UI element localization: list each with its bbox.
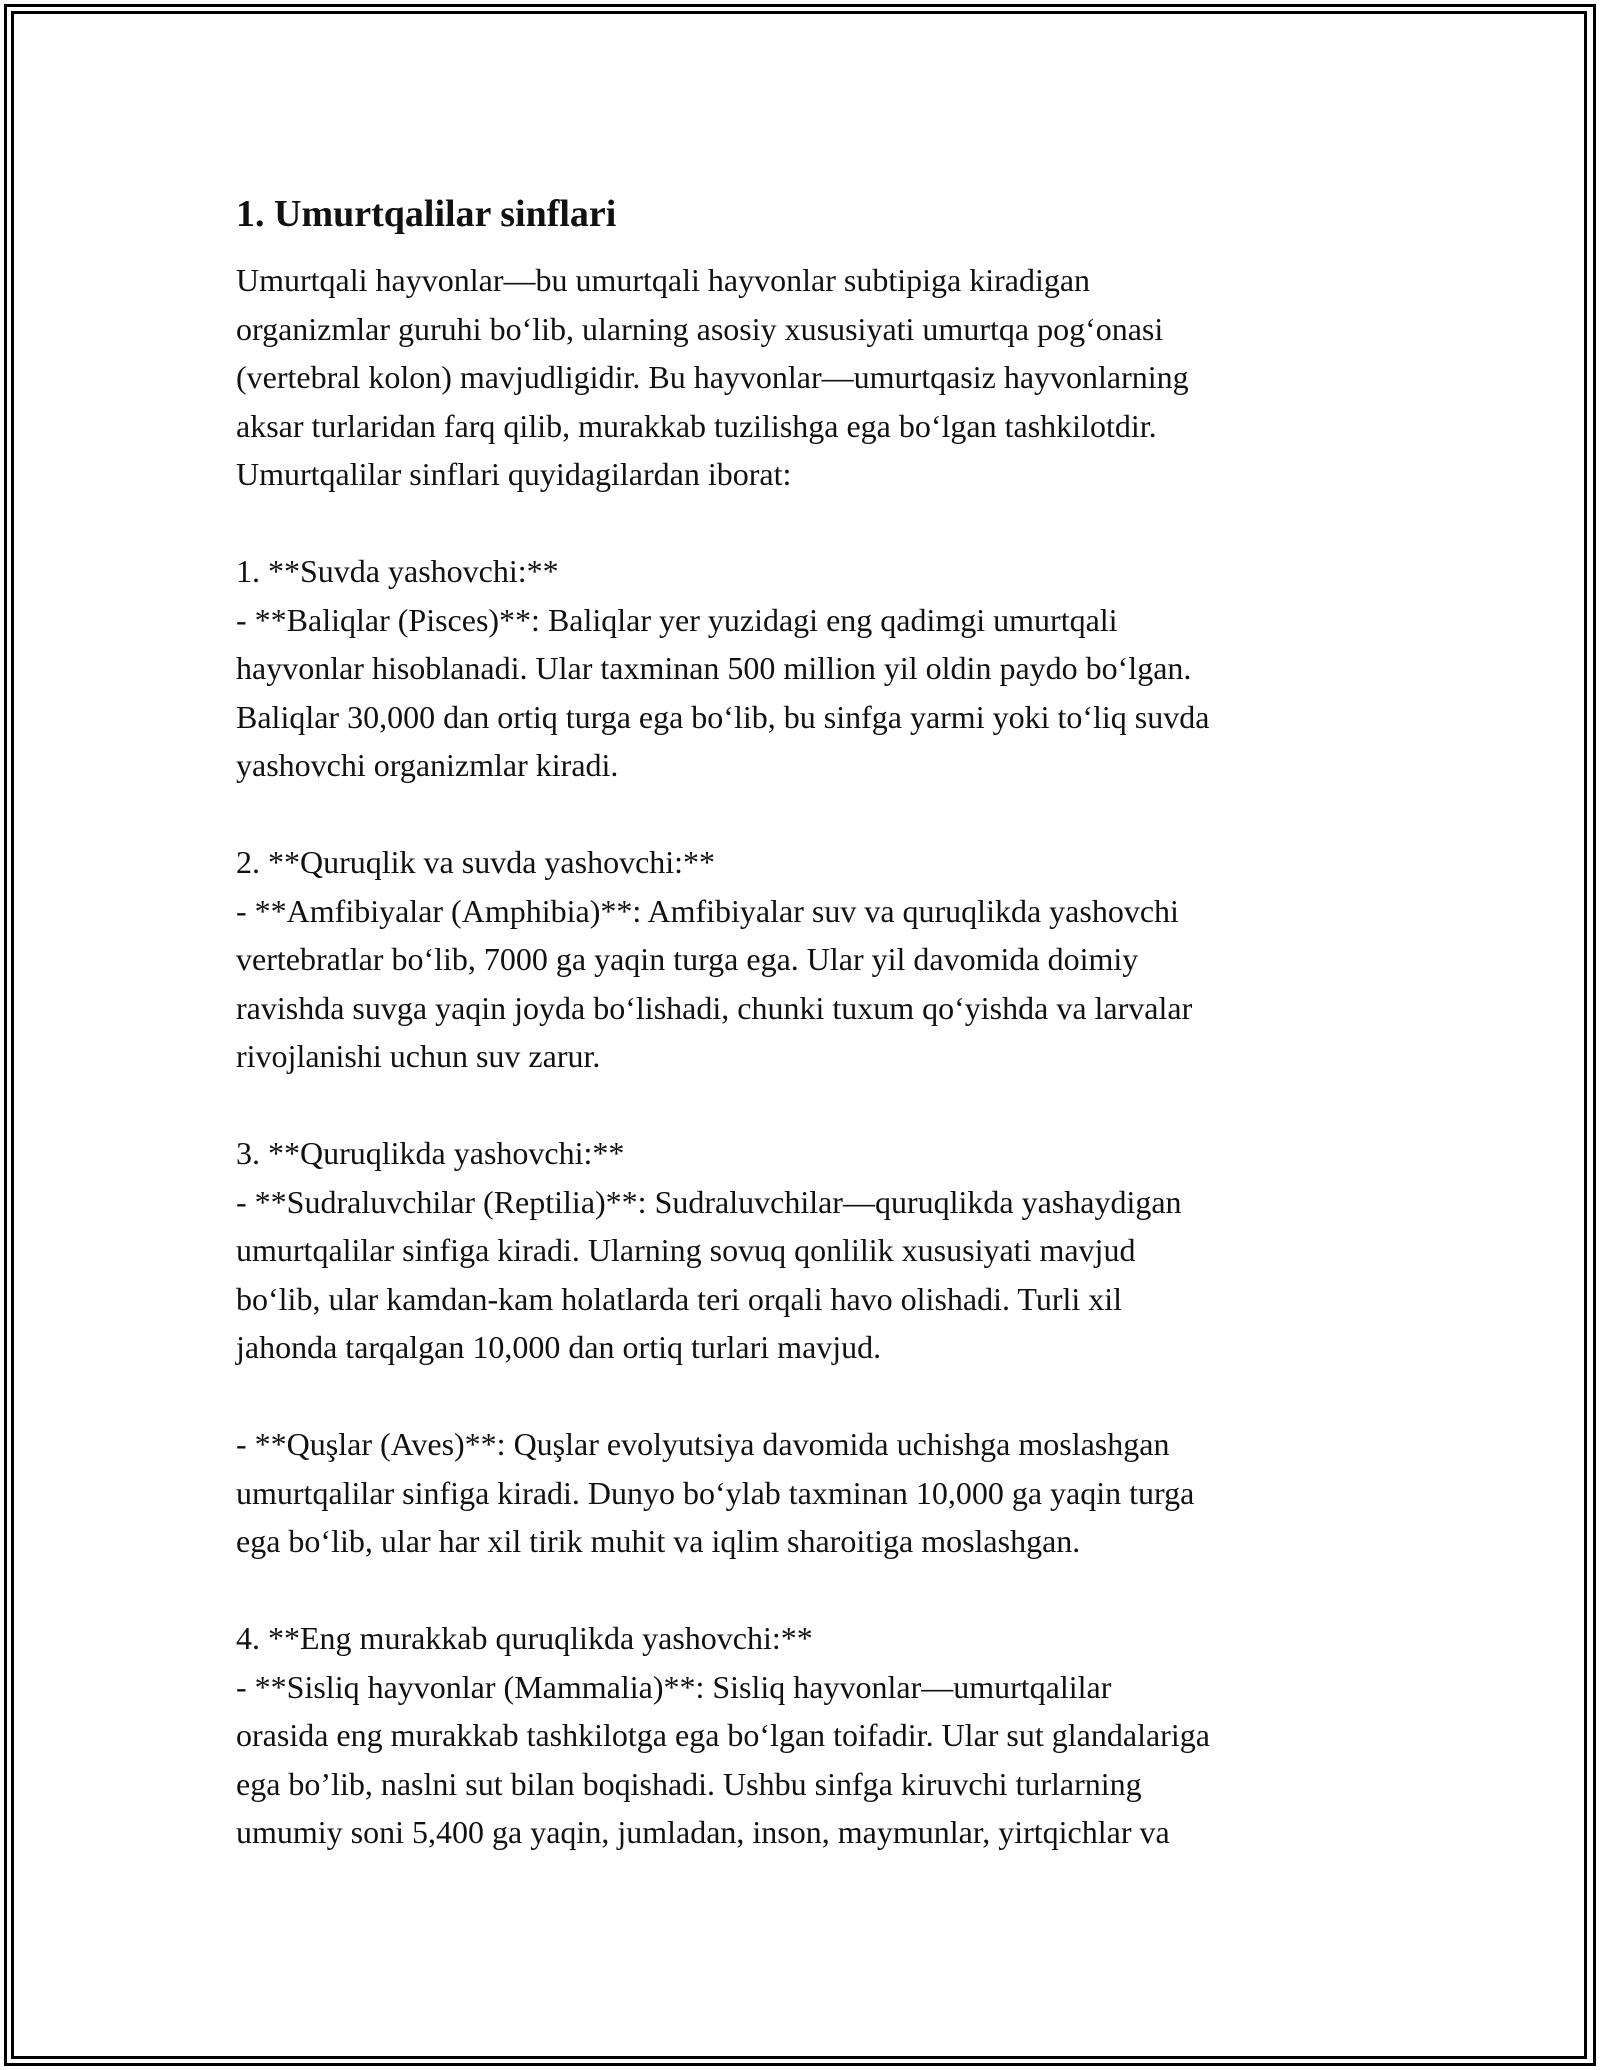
section-heading: 1. Umurtqalilar sinflari <box>236 193 617 235</box>
body-text: Umurtqali hayvonlar—bu umurtqali hayvonlar subtipiga kiradigan organizmlar guruhi bo‘lib, ularning asosiy xususiyati umurtqa pog‘onasi (vertebral kolon) mavjudligidir. Bu hayvonlar—umurtqasiz hayvonlarning aksar turlaridan farq qilib, murakkab tuzilishga ega bo‘lgan tashkilotdir. Umurtqalilar sinflari quyidagilardan iborat: 1. **Suvda yashovchi:** - **Baliqlar (Pisces)**: Baliqlar yer yuzidagi eng qadimgi umurtqali hayvonlar hisoblanadi. Ular taxminan 500 million yil oldin paydo bo‘lgan. Baliqlar 30,000 dan ortiq turga ega bo‘lib, bu sinfga yarmi yoki to‘liq suvda yashovchi organizmlar kiradi. 2. **Quruqlik va suvda yashovchi:** - **Amfibiyalar (Amphibia)**: Amfibiyalar suv va quruqlikda yashovchi vertebratlar bo‘lib, 7000 ga yaqin turga ega. Ular yil davomida doimiy ravishda suvga yaqin joyda bo‘lishadi, chunki tuxum qo‘yishda va larvalar rivojlanishi uchun suv zarur. 3. **Quruqlikda yashovchi:** - **Sudraluvchilar (Reptilia)**: Sudraluvchilar—quruqlikda yashaydigan umurtqalilar sinfiga kiradi. Ularning sovuq qonlilik xususiyati mavjud bo‘lib, ular kamdan-kam holatlarda teri orqali havo olishadi. Turli xil jahonda tarqalgan 10,000 dan ortiq turlari mavjud. - **Quşlar (Aves)**: Quşlar evolyutsiya davomida uchishga moslashgan umurtqalilar sinfiga kiradi. Dunyo bo‘ylab taxminan 10,000 ga yaqin turga ega bo‘lib, ular har xil tirik muhit va iqlim sharoitiga moslashgan. 4. **Eng murakkab quruqlikda yashovchi:** - **Sisliq hayvonlar (Mammalia)**: Sisliq hayvonlar—umurtqalilar orasida eng murakkab tashkilotga ega bo‘lgan toifadir. Ular sut glandalariga ega bo’lib, naslni sut bilan boqishadi. Ushbu sinfga kiruvchi turlarning umumiy soni 5,400 ga yaqin, jumladan, inson, maymunlar, yirtqichlar va <box>236 262 1210 1850</box>
document-content <box>236 186 1376 1857</box>
